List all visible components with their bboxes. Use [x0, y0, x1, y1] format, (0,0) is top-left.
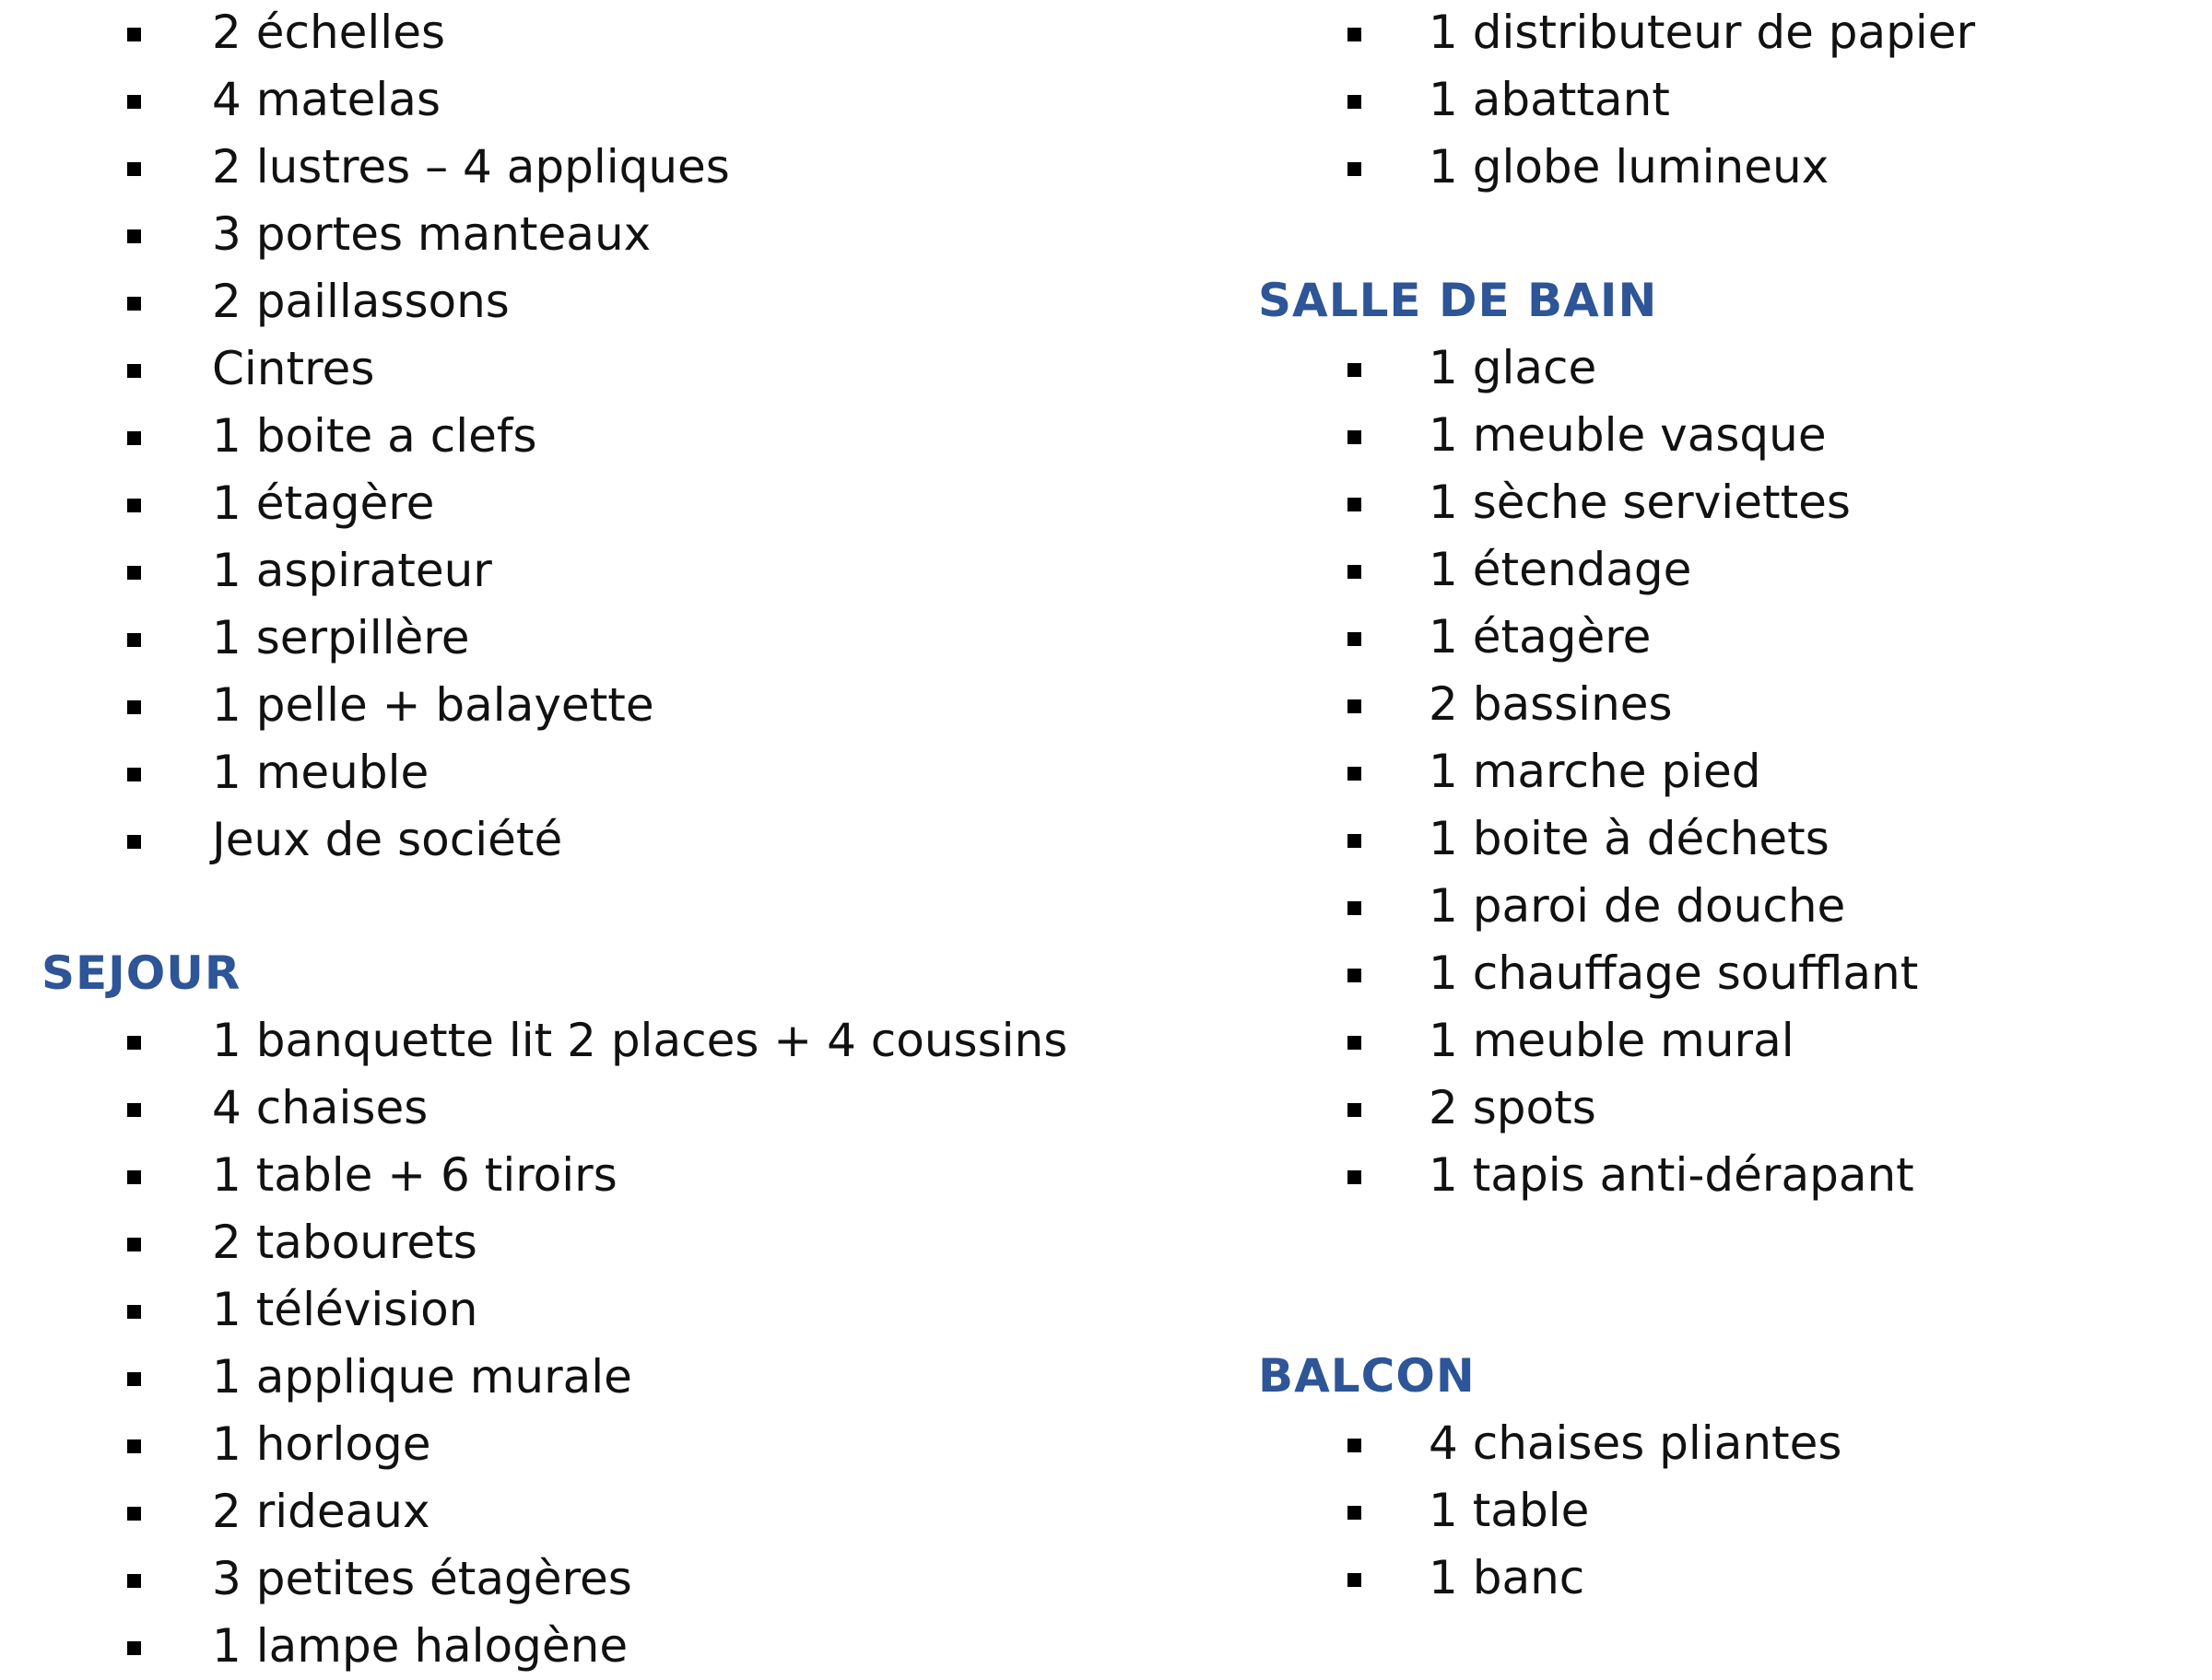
square-bullet-icon: [127, 1574, 141, 1588]
list-item-label: 1 marche pied: [1429, 745, 1761, 798]
list-item-label: 1 sèche serviettes: [1429, 476, 1851, 529]
section-heading-sejour: SEJOUR: [41, 946, 241, 1000]
square-bullet-icon: [127, 431, 141, 445]
square-bullet-icon: [1347, 1573, 1361, 1587]
list-item-label: 1 étendage: [1429, 543, 1692, 596]
square-bullet-icon: [1347, 1439, 1361, 1452]
square-bullet-icon: [1347, 1036, 1361, 1050]
square-bullet-icon: [127, 1103, 141, 1117]
list-item-label: 2 tabourets: [212, 1216, 477, 1269]
square-bullet-icon: [127, 28, 141, 41]
list-item-label: 4 chaises pliantes: [1429, 1416, 1842, 1470]
square-bullet-icon: [1347, 834, 1361, 848]
list-item-label: 1 globe lumineux: [1429, 140, 1830, 194]
list-item-label: 1 table + 6 tiroirs: [212, 1148, 618, 1202]
square-bullet-icon: [1347, 1170, 1361, 1184]
square-bullet-icon: [1347, 498, 1361, 511]
list-item-label: 1 boite a clefs: [212, 409, 537, 463]
list-item-label: 4 chaises: [212, 1081, 429, 1134]
square-bullet-icon: [1347, 632, 1361, 646]
square-bullet-icon: [1347, 162, 1361, 176]
list-item-label: 1 serpillère: [212, 611, 470, 664]
list-item-label: 1 glace: [1429, 341, 1597, 394]
square-bullet-icon: [127, 499, 141, 512]
square-bullet-icon: [127, 566, 141, 580]
square-bullet-icon: [1347, 363, 1361, 377]
list-item-label: 1 paroi de douche: [1429, 879, 1846, 933]
square-bullet-icon: [1347, 969, 1361, 982]
square-bullet-icon: [127, 1439, 141, 1453]
list-item-label: 1 aspirateur: [212, 544, 492, 597]
list-item-label: 1 étagère: [212, 476, 435, 530]
section-heading-balcon: BALCON: [1258, 1349, 1476, 1403]
list-item-label: 1 tapis anti-dérapant: [1429, 1148, 1914, 1202]
list-item-label: 3 petites étagères: [212, 1552, 632, 1605]
square-bullet-icon: [127, 1507, 141, 1521]
list-item-label: 2 échelles: [212, 6, 446, 59]
square-bullet-icon: [127, 1036, 141, 1050]
square-bullet-icon: [127, 364, 141, 378]
square-bullet-icon: [127, 1372, 141, 1386]
list-item-label: 2 lustres – 4 appliques: [212, 140, 730, 194]
square-bullet-icon: [127, 297, 141, 311]
list-item-label: 3 portes manteaux: [212, 207, 652, 261]
list-item-label: 1 distributeur de papier: [1429, 6, 1976, 59]
square-bullet-icon: [1347, 1506, 1361, 1520]
list-item-label: 2 rideaux: [212, 1485, 430, 1538]
list-item-label: 1 boite à déchets: [1429, 812, 1830, 865]
list-item-label: 2 spots: [1429, 1081, 1596, 1134]
list-item-label: 1 meuble vasque: [1429, 408, 1827, 462]
square-bullet-icon: [127, 700, 141, 714]
list-item-label: 1 chauffage soufflant: [1429, 946, 1919, 1000]
square-bullet-icon: [127, 768, 141, 781]
square-bullet-icon: [1347, 95, 1361, 109]
square-bullet-icon: [127, 229, 141, 243]
list-item-label: Cintres: [212, 342, 375, 395]
list-item-label: 1 pelle + balayette: [212, 678, 654, 732]
list-item-label: 1 abattant: [1429, 73, 1670, 126]
list-item-label: 1 banc: [1429, 1551, 1585, 1604]
square-bullet-icon: [1347, 28, 1361, 41]
list-item-label: 1 lampe halogène: [212, 1619, 629, 1673]
square-bullet-icon: [127, 1238, 141, 1251]
list-item-label: 1 meuble: [212, 746, 429, 799]
list-item-label: 4 matelas: [212, 73, 441, 126]
square-bullet-icon: [127, 835, 141, 849]
square-bullet-icon: [1347, 767, 1361, 781]
square-bullet-icon: [1347, 901, 1361, 915]
square-bullet-icon: [127, 1170, 141, 1184]
list-item-label: 1 banquette lit 2 places + 4 coussins: [212, 1014, 1068, 1067]
list-item-label: 2 bassines: [1429, 677, 1673, 731]
list-item-label: 1 applique murale: [212, 1350, 632, 1404]
list-item-label: 1 étagère: [1429, 610, 1652, 664]
square-bullet-icon: [127, 95, 141, 109]
list-item-label: 1 horloge: [212, 1417, 431, 1471]
square-bullet-icon: [127, 633, 141, 647]
square-bullet-icon: [1347, 699, 1361, 713]
list-item-label: Jeux de société: [212, 813, 563, 866]
section-heading-salle-de-bain: SALLE DE BAIN: [1258, 274, 1658, 327]
list-item-label: 1 télévision: [212, 1283, 478, 1336]
square-bullet-icon: [127, 1305, 141, 1319]
list-item-label: 1 table: [1429, 1484, 1590, 1537]
square-bullet-icon: [127, 162, 141, 176]
square-bullet-icon: [1347, 1103, 1361, 1117]
square-bullet-icon: [1347, 430, 1361, 444]
list-item-label: 2 paillassons: [212, 275, 510, 328]
square-bullet-icon: [1347, 565, 1361, 579]
square-bullet-icon: [127, 1641, 141, 1655]
list-item-label: 1 meuble mural: [1429, 1014, 1794, 1067]
